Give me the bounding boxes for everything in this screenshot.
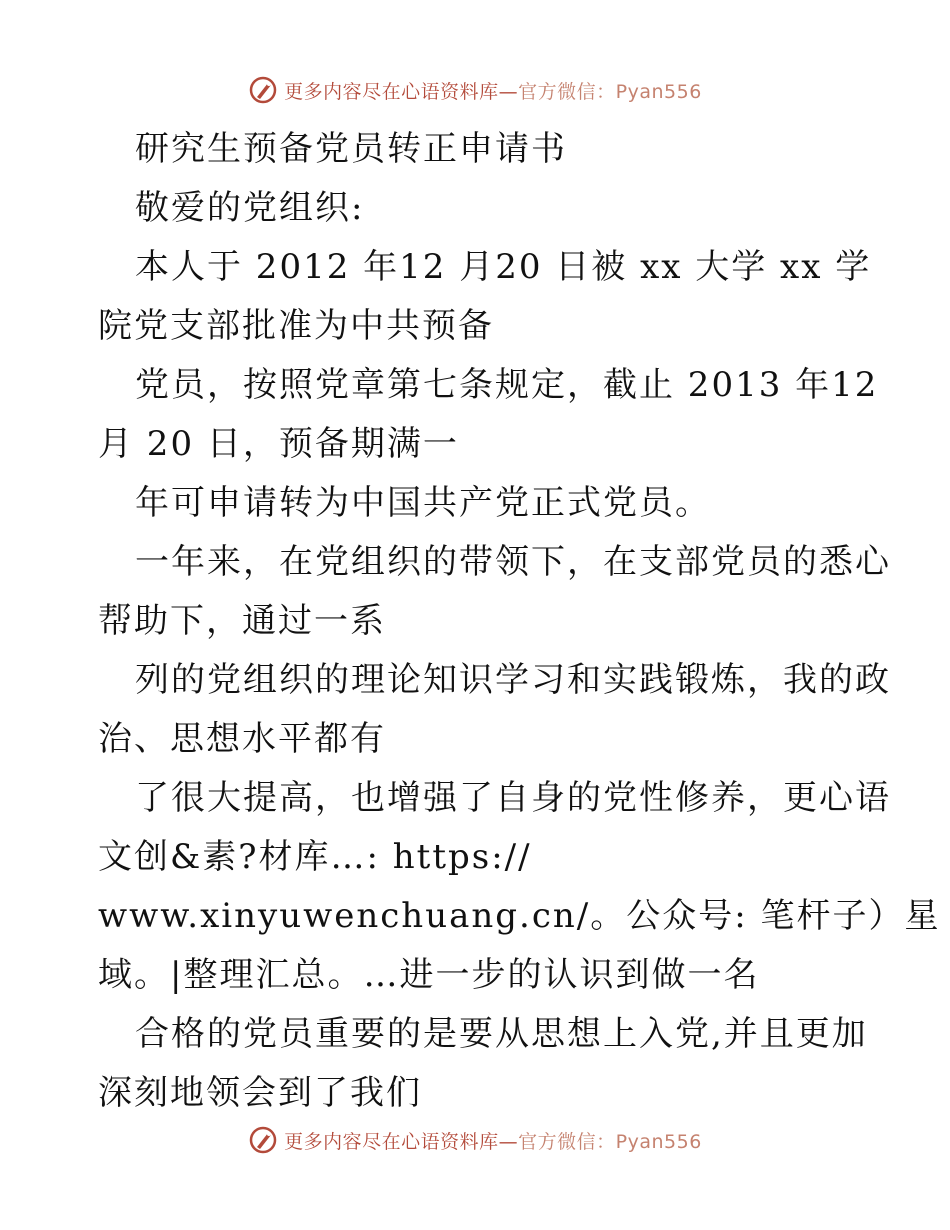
- footer-banner-title: 更多内容尽在心语资料库—: [284, 1130, 519, 1153]
- footer-banner: [0, 1120, 950, 1160]
- body-line: 院党支部批准为中共预备: [98, 306, 494, 346]
- body-line: 合格的党员重要的是要从思想上入党,并且更加: [135, 1014, 868, 1054]
- body-line: www.xinyuwenchuang.cn/。公众号: 笔杆子）星: [98, 896, 941, 936]
- body-line: 列的党组织的理论知识学习和实践锻炼，我的政: [135, 660, 891, 700]
- body-line: 月 20 日，预备期满一: [98, 424, 459, 464]
- header-banner: [0, 70, 950, 110]
- body-line: 治、思想水平都有: [98, 719, 386, 759]
- footer-banner-text: [284, 1127, 702, 1154]
- body-line: 帮助下，通过一系: [98, 601, 386, 641]
- body-line: 本人于 2012 年12 月20 日被 xx 大学 xx 学: [135, 247, 872, 287]
- body-line: 域。|整理汇总。…进一步的认识到做一名: [98, 955, 760, 995]
- pen-logo-icon: [248, 1125, 278, 1155]
- body-line: 年可申请转为中国共产党正式党员。: [135, 483, 711, 523]
- body-line: 了很大提高，也增强了自身的党性修养，更心语: [135, 778, 891, 818]
- header-banner-title: 更多内容尽在心语资料库—: [284, 80, 519, 103]
- body-line: 一年来，在党组织的带领下，在支部党员的悉心: [135, 542, 891, 582]
- header-banner-text: [284, 77, 702, 104]
- body-line: 党员，按照党章第七条规定，截止 2013 年12: [135, 365, 879, 405]
- document-title: 研究生预备党员转正申请书: [135, 129, 567, 169]
- body-line: 深刻地领会到了我们: [98, 1073, 422, 1113]
- salutation: 敬爱的党组织:: [135, 188, 365, 228]
- header-banner-wechat: 官方微信：Pyan556: [518, 80, 702, 103]
- body-line: 文创&素?材库…: https://: [98, 837, 532, 877]
- document-body: [98, 120, 941, 1123]
- pen-logo-icon: [248, 75, 278, 105]
- footer-banner-wechat: 官方微信：Pyan556: [518, 1130, 702, 1153]
